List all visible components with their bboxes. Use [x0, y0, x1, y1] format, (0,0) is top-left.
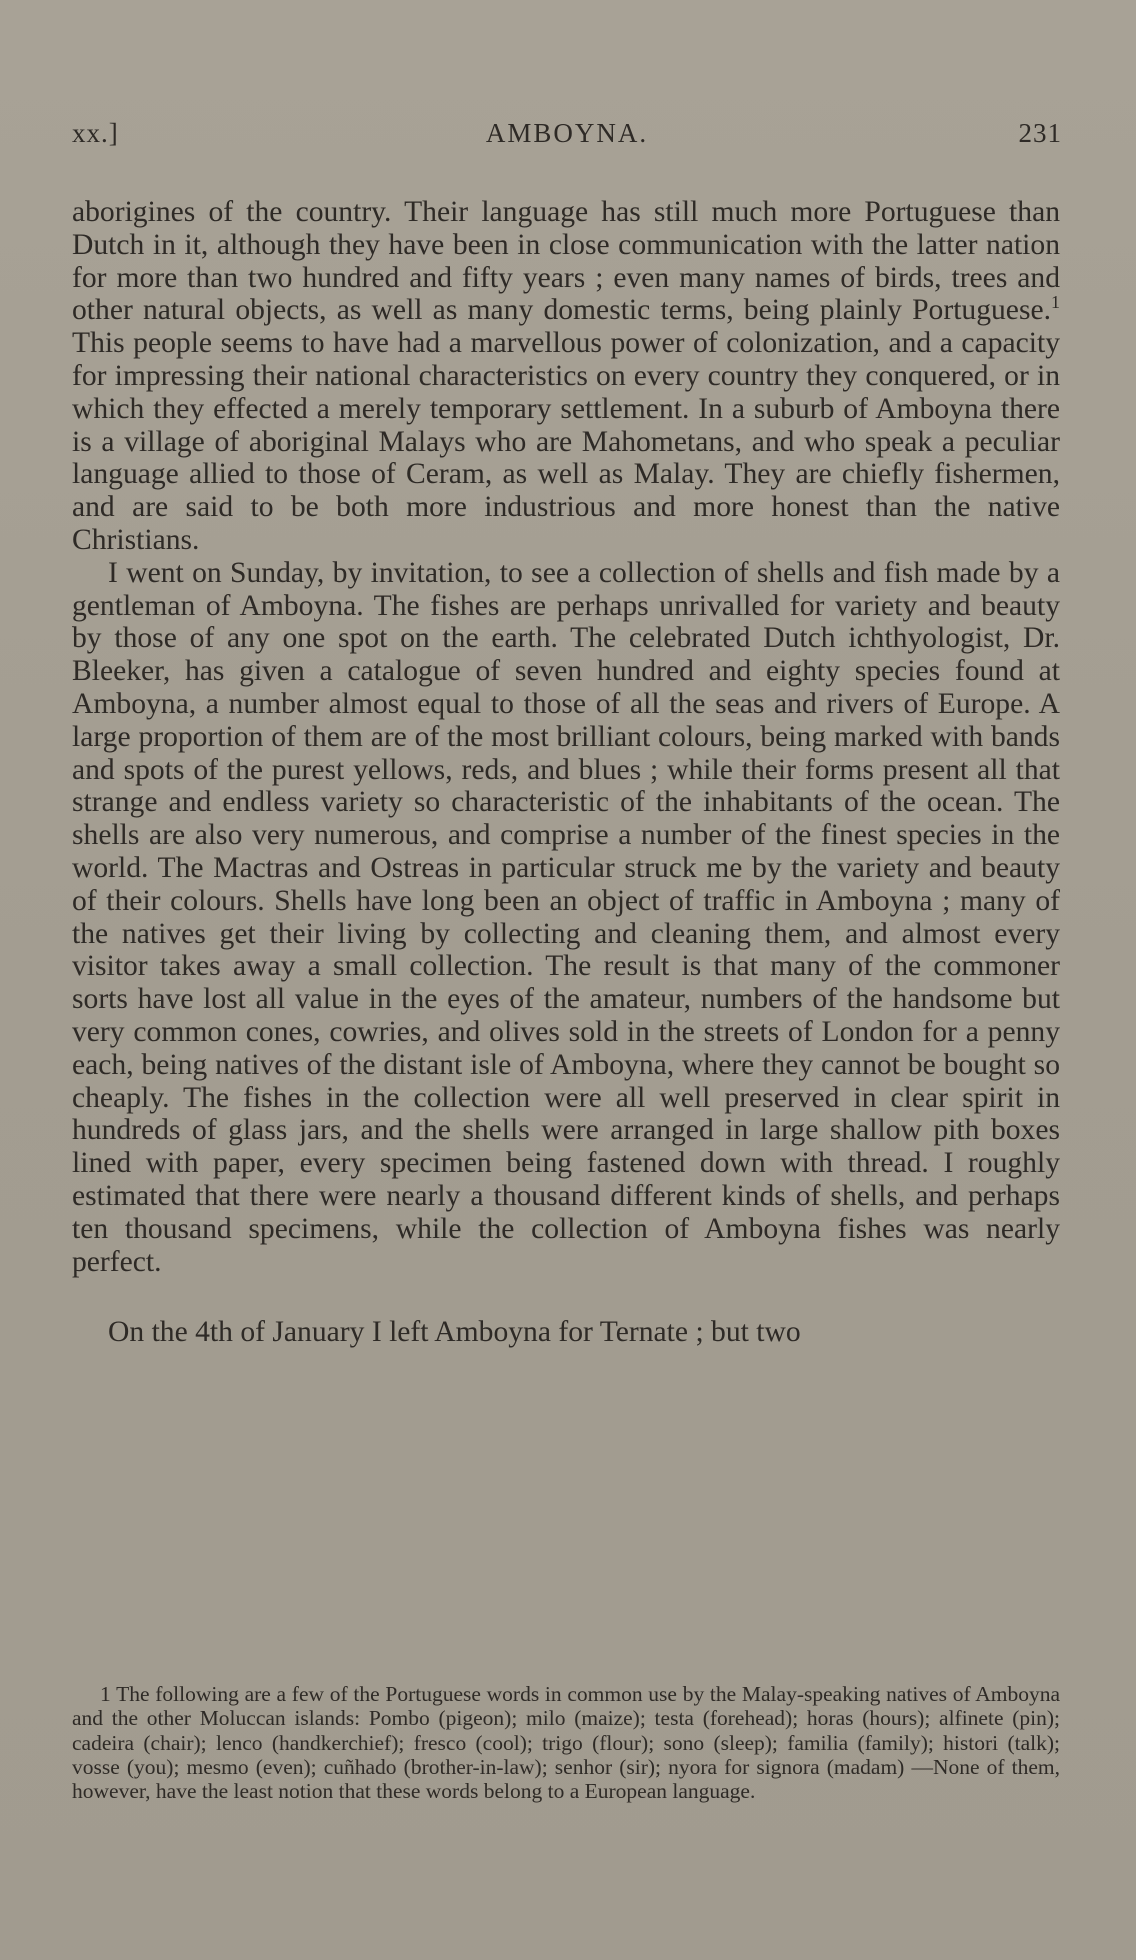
main-text: [72, 196, 1060, 1349]
footnote: [72, 1682, 1060, 1803]
paragraph-text: This people seems to have had a marvellous power of colonization, and a capacity for impressing their national characteristics on every country they conquered, or in which they effected a merely temporary settlement. In a suburb of Amboyna there is a village of aboriginal Malays who are Mahometans, and who speak a peculiar language allied to those of Ceram, as well as Malay. They are chiefly fishermen, and are said to be both more industrious and more honest than the native Christians.: [72, 327, 1060, 556]
paragraph: On the 4th of January I left Amboyna for Ternate ; but two: [108, 1316, 801, 1349]
page-title: AMBOYNA.: [485, 118, 649, 148]
footnote-text: The following are a few of the Portuguese words in common use by the Malay-speaking natives of Amboyna and the other Moluccan islands: Pombo (pigeon); milo (maize); testa (forehead); horas (hours); alfinete (pin); cadeira (chair); lenco (handkerchief); fresco (cool); trigo (flour); sono (sleep); familia (family); histori (talk); vosse (you); mesmo (even); cuñhado (brother-in-law); senhor (sir); nyora for signora (madam) —None of them, however, have the least notion that these words belong to a European language.: [72, 1682, 1060, 1804]
footnote-number: 1: [100, 1682, 111, 1706]
footnote-marker: 1: [1051, 292, 1060, 313]
paragraph: I went on Sunday, by invitation, to see a collection of shells and fish made by a gentleman of Amboyna. The fishes are perhaps unrivalled for variety and beauty by those of any one spot on the earth. The celebrated Dutch ichthyologist, Dr. Bleeker, has given a catalogue of seven hundred and eighty species found at Amboyna, a number almost equal to those of all the seas and rivers of Europe. A large proportion of them are of the most brilliant colours, being marked with bands and spots of the purest yellows, reds, and blues ; while their forms present all that strange and endless variety so characteristic of the inhabitants of the ocean. The shells are also very numerous, and comprise a number of the finest species in the world. The Mactras and Ostreas in particular struck me by the variety and beauty of their colours. Shells have long been an object of traffic in Amboyna ; many of the natives get their living by collecting and cleaning them, and almost every visitor takes away a small collection. The result is that many of the commoner sorts have lost all value in the eyes of the amateur, numbers of the handsome but very common cones, cowries, and olives sold in the streets of London for a penny each, being natives of the distant isle of Amboyna, where they cannot be bought so cheaply. The fishes in the collection were all well preserved in clear spirit in hundreds of glass jars, and the shells were arranged in large shallow pith boxes lined with paper, every specimen being fastened down with thread. I roughly estimated that there were nearly a thousand different kinds of shells, and perhaps ten thousand specimens, while the collection of Amboyna fishes was nearly perfect.: [72, 556, 1060, 1278]
running-head: [72, 118, 1062, 158]
page-number: 231: [1018, 118, 1062, 148]
chapter-number: xx.]: [72, 118, 119, 148]
paragraph: [72, 196, 1060, 557]
footnote-paragraph: [72, 1682, 1060, 1803]
paragraph-text: aborigines of the country. Their language has still much more Portuguese than Dutch in it, although they have been in close communication with the latter nation for more than two hundred and fifty years ; even many names of birds, trees and other natural objects, as well as many domestic terms, being plainly Portuguese.: [72, 196, 1060, 327]
